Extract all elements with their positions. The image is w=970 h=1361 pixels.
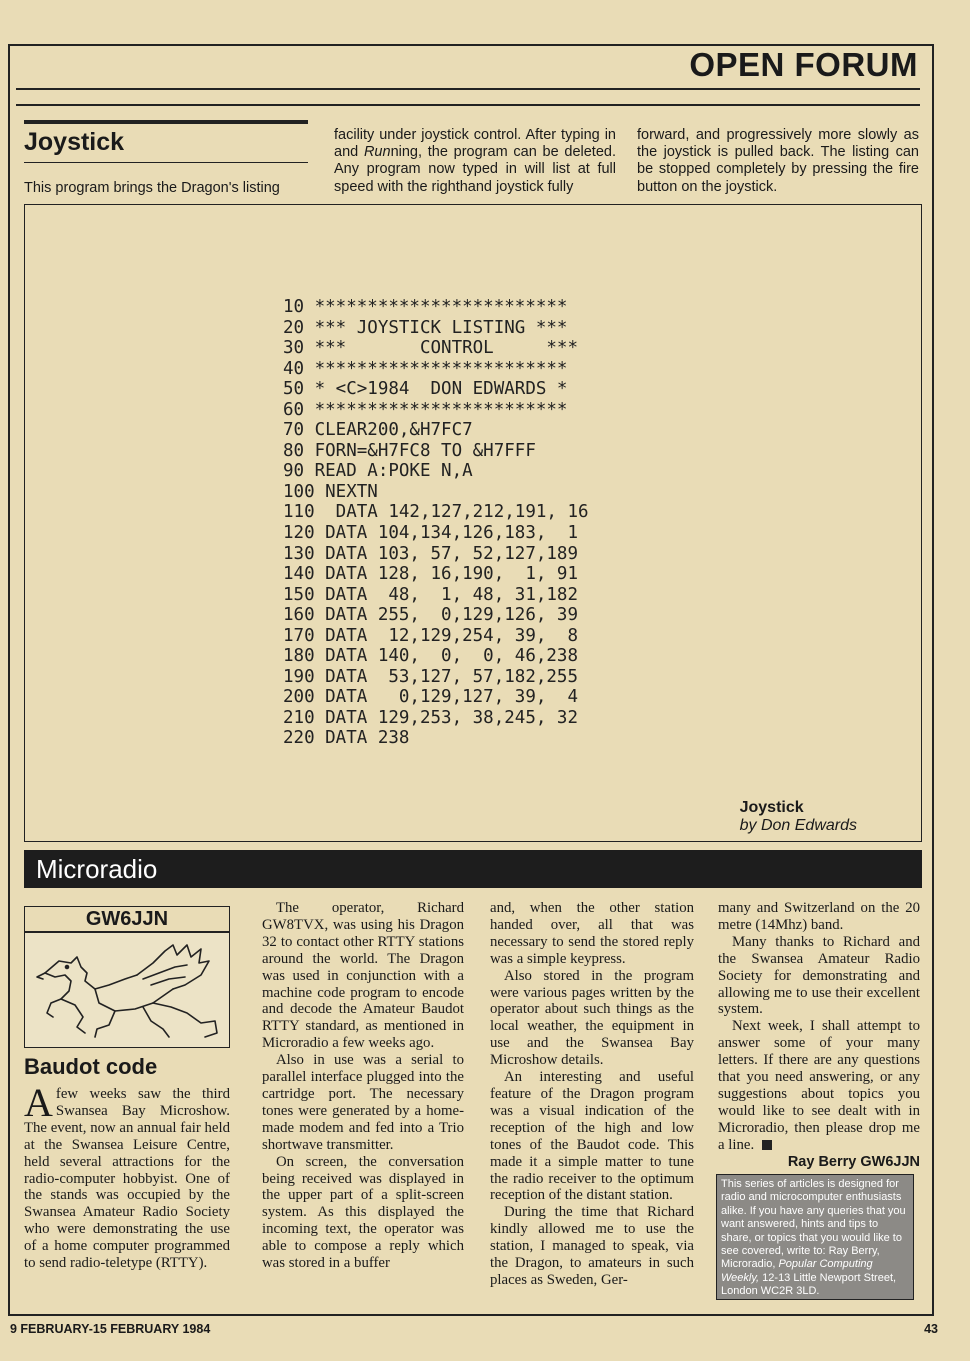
intro-text: facility under joystick control. After typing in and — [334, 127, 616, 161]
issue-date: 9 FEBRUARY-15 FEBRUARY 1984 — [10, 1322, 211, 1336]
page-number: 43 — [924, 1322, 938, 1336]
author-signature: Ray Berry GW6JJN — [787, 1153, 920, 1170]
paragraph: and, when the other station handed over, all that was necessary to send the stored reply was a simple keypress. — [490, 900, 694, 967]
listing-line: 150 DATA 48, 1, 48, 31,182 — [283, 584, 579, 605]
paragraph: On screen, the conversation being received was displayed in the upper part of a split-screen system. As this displayed the incoming text, the operator was able to compose a reply which was stored in a buffer — [262, 1153, 464, 1272]
note-text: 12-13 Little Newport Street, London WC2R 3LD. — [721, 1271, 897, 1298]
paragraph: The operator, Richard GW8TVX, was using his Dragon 32 to contact other RTTY stations around the world. The Dragon was used in conjunction with a machine code program to encode and decode the Amateur Baudot RTTY standard, as mentioned in Microradio a few weeks ago. — [262, 900, 464, 1052]
joystick-intro-col1: This program brings the Dragon's listing — [24, 180, 280, 196]
paragraph: Many thanks to Richard and the Swansea Amateur Radio Society for demonstrating and allowing me to use their excellent system. — [718, 933, 920, 1018]
intro-run-word: Run — [363, 144, 391, 161]
microradio-title: Microradio — [36, 854, 158, 884]
program-listing-box — [24, 204, 922, 842]
paragraph-text: Next week, I shall attempt to answer some of your many letters. If there are any questions that you need answering, or any suggestions about topics you would like to see dealt with in Microradio, then please drop me a line. — [718, 1018, 920, 1153]
listing-line: 210 DATA 129,253, 38,245, 32 — [283, 707, 579, 728]
joystick-heading: Joystick — [24, 128, 125, 156]
paragraph — [718, 1018, 920, 1153]
listing-line: 80 FORN=&H7FC8 TO &H7FFF — [283, 440, 536, 461]
paragraph: During the time that Richard kindly allowed me to use the station, I managed to speak, via the Dragon, to amateurs in such places as Sweden, Ger- — [490, 1204, 694, 1288]
dragon-illustration — [25, 933, 229, 1047]
note-text: This series of articles is designed for radio and microcomputer enthusiasts alike. If you have any queries that you want answered, hints and tips to share, or topics that you would like to see covered, write to: Ray Berry, Microradio, — [721, 1178, 906, 1271]
paragraph — [24, 1080, 230, 1272]
listing-line: 190 DATA 53,127, 57,182,255 — [283, 666, 579, 687]
listing-line: 120 DATA 104,134,126,183, 1 — [283, 523, 579, 544]
header-rule — [16, 104, 920, 106]
article-heading: Baudot code — [24, 1054, 158, 1079]
listing-line: 50 * <C>1984 DON EDWARDS * — [283, 379, 568, 400]
listing-line: 220 DATA 238 — [283, 728, 410, 749]
caption-byline: by Don Edwards — [739, 817, 857, 834]
series-info-box — [716, 1174, 914, 1300]
paragraph: Also stored in the program were various pages written by the operator about such things as the local weather, the equipment in use and the Swansea Bay Microshow details. — [490, 967, 694, 1069]
intro-text: ning, the program can be deleted. Any program now typed in will list at full speed with the righthand joystick fully — [334, 144, 616, 195]
heading-rule — [24, 162, 308, 163]
listing-line: 30 *** CONTROL *** — [283, 338, 579, 359]
program-listing — [283, 297, 589, 749]
callsign-label: GW6JJN — [24, 906, 230, 932]
heading-bar — [24, 120, 308, 124]
article-column-1 — [24, 1080, 230, 1272]
caption-title: Joystick — [739, 799, 804, 816]
listing-line: 100 NEXTN — [283, 481, 378, 502]
listing-line: 20 *** JOYSTICK LISTING *** — [283, 317, 568, 338]
paragraph-text: few weeks saw the third Swansea Bay Microshow. The event, now an annual fair held at the Swansea Leisure Centre, held several attractions for the radio-computer hobbyist. One of the stands was occupied by the Swansea Amateur Radio Society who were demonstrating the use of a home computer programmed to send radio-teletype (RTTY). — [24, 1086, 230, 1272]
listing-line: 60 ************************ — [283, 399, 568, 420]
listing-line: 130 DATA 103, 57, 52,127,189 — [283, 543, 579, 564]
drop-cap: A — [24, 1080, 53, 1125]
listing-line: 10 ************************ — [283, 297, 568, 317]
paragraph: An interesting and useful feature of the Dragon program was a visual indication of the reception of the high and low tones of the Baudot code. This made it a simple matter to tune the radio receiver to the optimum reception of the distant station. — [490, 1069, 694, 1204]
listing-line: 70 CLEAR200,&H7FC7 — [283, 420, 473, 441]
microradio-banner — [24, 850, 922, 888]
joystick-intro-col2 — [334, 127, 616, 196]
end-mark-icon — [762, 1140, 772, 1150]
joystick-intro-col3: forward, and progressively more slowly as the joystick is pulled back. The listing can be stopped completely by pressing the fire button on the joystick. — [637, 127, 919, 195]
listing-caption — [740, 799, 857, 835]
listing-line: 40 ************************ — [283, 358, 568, 379]
listing-line: 160 DATA 255, 0,129,126, 39 — [283, 605, 579, 626]
publication-name: Popular Computing Weekly, — [721, 1258, 873, 1284]
paragraph: Also in use was a serial to parallel interface plugged into the cartridge port. The necessary tones were generated by a home-made modem and fed into a Trio shortwave transmitter. — [262, 1052, 464, 1153]
header-rule — [16, 88, 920, 90]
section-header: OPEN FORUM — [689, 46, 918, 83]
listing-line: 200 DATA 0,129,127, 39, 4 — [283, 687, 579, 708]
listing-line: 110 DATA 142,127,212,191, 16 — [283, 502, 589, 523]
article-column-2 — [262, 900, 464, 1272]
listing-line: 90 READ A:POKE N,A — [283, 461, 473, 482]
listing-line: 180 DATA 140, 0, 0, 46,238 — [283, 646, 579, 667]
article-column-4 — [718, 900, 920, 1171]
listing-line: 170 DATA 12,129,254, 39, 8 — [283, 625, 579, 646]
paragraph: many and Switzerland on the 20 metre (14Mhz) band. — [718, 900, 920, 933]
article-column-3 — [490, 900, 694, 1289]
welsh-dragon-icon — [24, 932, 230, 1048]
listing-line: 140 DATA 128, 16,190, 1, 91 — [283, 564, 579, 585]
